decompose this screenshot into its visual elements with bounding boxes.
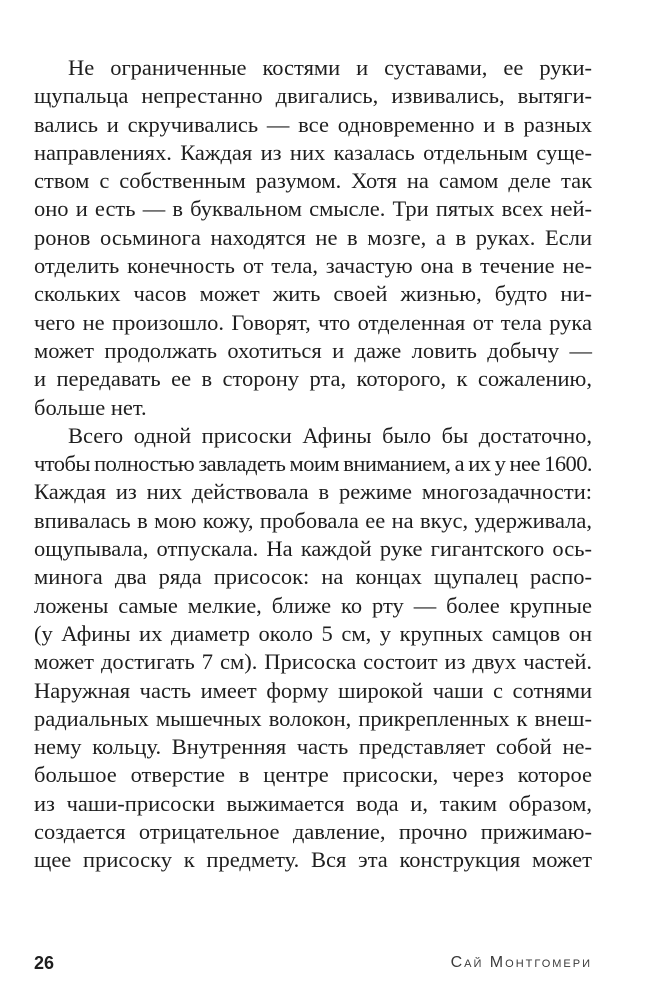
- text-line: оно и есть — в буквальном смысле. Три пятых всех ней-: [34, 196, 592, 222]
- text-line: может продолжать охотиться и даже ловить добычу —: [34, 337, 592, 363]
- text-line: Каждая из них действовала в режиме многозадачности:: [34, 479, 592, 505]
- page-footer: [34, 953, 592, 979]
- page-number: 26: [34, 953, 55, 973]
- text-line: большое отверстие в центре присоски, через которое: [34, 762, 592, 788]
- text-line: Наружная часть имеет форму широкой чаши с сотнями: [34, 677, 592, 703]
- text-line: может достигать 7 см). Присоска состоит из двух частей.: [34, 649, 592, 675]
- text-line: Всего одной присоски Афины было бы достаточно,: [68, 422, 592, 448]
- text-line: из чаши-присоски выжимается вода и, таким образом,: [34, 790, 592, 816]
- text-line: скольких часов может жить своей жизнью, будто ни-: [34, 281, 592, 307]
- paragraph-2: [34, 422, 592, 875]
- text-line: ством с собственным разумом. Хотя на самом деле так: [34, 168, 592, 194]
- text-line: чтобы полностью завладеть моим вниманием, а их у нее 1600.: [34, 451, 592, 477]
- text-line: создается отрицательное давление, прочно прижимаю-: [34, 819, 592, 845]
- text-line: чего не произошло. Говорят, что отделенная от тела рука: [34, 309, 592, 335]
- body-text: [34, 54, 592, 875]
- text-line: радиальных мышечных волокон, прикрепленных к внеш-: [34, 705, 592, 731]
- text-line: отделить конечность от тела, зачастую она в течение не-: [34, 253, 592, 279]
- text-line: щее присоску к предмету. Вся эта конструкция может: [34, 847, 592, 873]
- text-line: ощупывала, отпускала. На каждой руке гигантского ось-: [34, 536, 592, 562]
- text-line: больше нет.: [34, 394, 147, 420]
- text-line: щупальца непрестанно двигались, извивались, вытяги-: [34, 83, 592, 109]
- paragraph-1: [34, 54, 592, 422]
- running-head-author: Сай Монтгомери: [450, 954, 592, 971]
- text-line: минога два ряда присосок: на концах щупалец распо-: [34, 564, 592, 590]
- text-line: направлениях. Каждая из них казалась отдельным суще-: [34, 139, 592, 165]
- text-line: ронов осьминога находятся не в мозге, а в руках. Если: [34, 224, 592, 250]
- text-line: нему кольцу. Внутренняя часть представляет собой не-: [34, 734, 592, 760]
- text-line: ложены самые мелкие, ближе ко рту — более крупные: [34, 592, 592, 618]
- text-line: Не ограниченные костями и суставами, ее руки-: [68, 55, 592, 80]
- text-line: (у Афины их диаметр около 5 см, у крупных самцов он: [34, 620, 592, 646]
- text-line: вались и скручивались — все одновременно и в разных: [34, 111, 592, 137]
- text-line: и передавать ее в сторону рта, которого, к сожалению,: [34, 366, 592, 392]
- text-line: впивалась в мою кожу, пробовала ее на вкус, удерживала,: [34, 507, 592, 533]
